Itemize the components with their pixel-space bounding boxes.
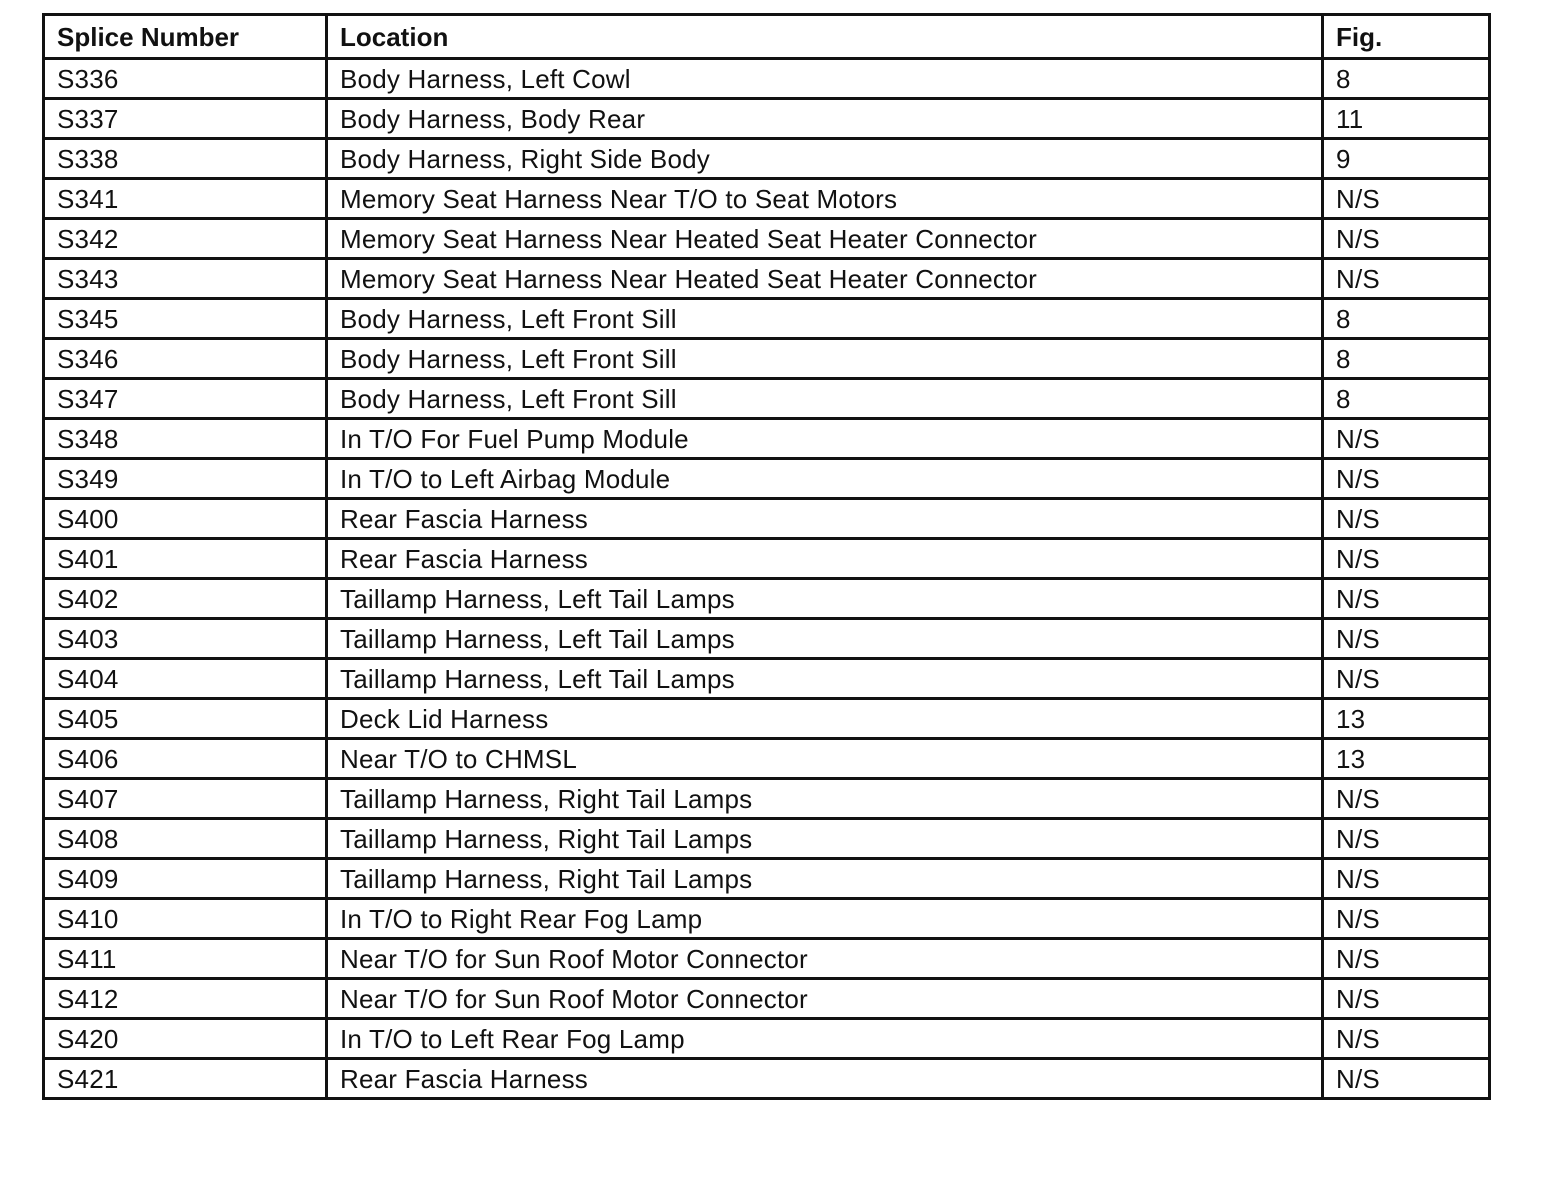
splice-number-cell: S400 xyxy=(44,499,327,539)
table-row xyxy=(44,859,1490,899)
location-cell: In T/O to Left Rear Fog Lamp xyxy=(327,1019,1323,1059)
fig-cell: 8 xyxy=(1323,339,1490,379)
splice-number-cell: S403 xyxy=(44,619,327,659)
location-cell: Taillamp Harness, Right Tail Lamps xyxy=(327,819,1323,859)
fig-cell: N/S xyxy=(1323,419,1490,459)
splice-number-cell: S404 xyxy=(44,659,327,699)
fig-cell: N/S xyxy=(1323,939,1490,979)
splice-number-cell: S408 xyxy=(44,819,327,859)
location-cell: Taillamp Harness, Left Tail Lamps xyxy=(327,579,1323,619)
table-row xyxy=(44,499,1490,539)
header-splice-number: Splice Number xyxy=(44,15,327,59)
location-cell: In T/O to Right Rear Fog Lamp xyxy=(327,899,1323,939)
table-row xyxy=(44,659,1490,699)
location-cell: Body Harness, Left Front Sill xyxy=(327,299,1323,339)
fig-cell: 13 xyxy=(1323,699,1490,739)
table-row xyxy=(44,699,1490,739)
location-cell: Body Harness, Left Front Sill xyxy=(327,339,1323,379)
location-cell: Body Harness, Right Side Body xyxy=(327,139,1323,179)
fig-cell: 8 xyxy=(1323,59,1490,99)
header-location: Location xyxy=(327,15,1323,59)
splice-number-cell: S405 xyxy=(44,699,327,739)
location-cell: Taillamp Harness, Right Tail Lamps xyxy=(327,779,1323,819)
splice-number-cell: S407 xyxy=(44,779,327,819)
fig-cell: N/S xyxy=(1323,259,1490,299)
fig-cell: N/S xyxy=(1323,459,1490,499)
fig-cell: N/S xyxy=(1323,899,1490,939)
splice-table xyxy=(42,13,1491,1100)
table-row xyxy=(44,139,1490,179)
splice-number-cell: S411 xyxy=(44,939,327,979)
fig-cell: N/S xyxy=(1323,1019,1490,1059)
splice-number-cell: S346 xyxy=(44,339,327,379)
splice-number-cell: S410 xyxy=(44,899,327,939)
table-row xyxy=(44,1059,1490,1099)
fig-cell: N/S xyxy=(1323,179,1490,219)
location-cell: Rear Fascia Harness xyxy=(327,539,1323,579)
splice-number-cell: S338 xyxy=(44,139,327,179)
fig-cell: 13 xyxy=(1323,739,1490,779)
splice-number-cell: S345 xyxy=(44,299,327,339)
fig-cell: 8 xyxy=(1323,379,1490,419)
location-cell: Taillamp Harness, Right Tail Lamps xyxy=(327,859,1323,899)
location-cell: Deck Lid Harness xyxy=(327,699,1323,739)
fig-cell: N/S xyxy=(1323,539,1490,579)
table-row xyxy=(44,899,1490,939)
splice-number-cell: S342 xyxy=(44,219,327,259)
table-row xyxy=(44,419,1490,459)
fig-cell: N/S xyxy=(1323,979,1490,1019)
location-cell: Memory Seat Harness Near Heated Seat Heater Connector xyxy=(327,219,1323,259)
table-row xyxy=(44,739,1490,779)
splice-number-cell: S420 xyxy=(44,1019,327,1059)
table-row xyxy=(44,539,1490,579)
fig-cell: N/S xyxy=(1323,619,1490,659)
splice-number-cell: S409 xyxy=(44,859,327,899)
table-body xyxy=(44,59,1490,1099)
location-cell: Near T/O for Sun Roof Motor Connector xyxy=(327,939,1323,979)
location-cell: Memory Seat Harness Near Heated Seat Heater Connector xyxy=(327,259,1323,299)
table-row xyxy=(44,259,1490,299)
location-cell: Near T/O to CHMSL xyxy=(327,739,1323,779)
header-fig: Fig. xyxy=(1323,15,1490,59)
location-cell: Body Harness, Body Rear xyxy=(327,99,1323,139)
splice-number-cell: S341 xyxy=(44,179,327,219)
splice-number-cell: S402 xyxy=(44,579,327,619)
fig-cell: 8 xyxy=(1323,299,1490,339)
table-row xyxy=(44,379,1490,419)
splice-number-cell: S347 xyxy=(44,379,327,419)
table-row xyxy=(44,339,1490,379)
splice-number-cell: S343 xyxy=(44,259,327,299)
location-cell: Taillamp Harness, Left Tail Lamps xyxy=(327,619,1323,659)
splice-number-cell: S337 xyxy=(44,99,327,139)
location-cell: Body Harness, Left Cowl xyxy=(327,59,1323,99)
location-cell: In T/O For Fuel Pump Module xyxy=(327,419,1323,459)
splice-number-cell: S406 xyxy=(44,739,327,779)
table-row xyxy=(44,619,1490,659)
fig-cell: N/S xyxy=(1323,1059,1490,1099)
fig-cell: N/S xyxy=(1323,659,1490,699)
fig-cell: N/S xyxy=(1323,499,1490,539)
splice-number-cell: S412 xyxy=(44,979,327,1019)
splice-number-cell: S349 xyxy=(44,459,327,499)
table-row xyxy=(44,179,1490,219)
fig-cell: 11 xyxy=(1323,99,1490,139)
location-cell: In T/O to Left Airbag Module xyxy=(327,459,1323,499)
table-header xyxy=(44,15,1490,59)
splice-number-cell: S336 xyxy=(44,59,327,99)
table-row xyxy=(44,1019,1490,1059)
fig-cell: N/S xyxy=(1323,779,1490,819)
location-cell: Rear Fascia Harness xyxy=(327,1059,1323,1099)
splice-number-cell: S348 xyxy=(44,419,327,459)
table-row xyxy=(44,59,1490,99)
location-cell: Body Harness, Left Front Sill xyxy=(327,379,1323,419)
table-row xyxy=(44,219,1490,259)
table-row xyxy=(44,779,1490,819)
location-cell: Memory Seat Harness Near T/O to Seat Motors xyxy=(327,179,1323,219)
table-row xyxy=(44,979,1490,1019)
fig-cell: N/S xyxy=(1323,219,1490,259)
location-cell: Taillamp Harness, Left Tail Lamps xyxy=(327,659,1323,699)
splice-number-cell: S401 xyxy=(44,539,327,579)
splice-number-cell: S421 xyxy=(44,1059,327,1099)
fig-cell: N/S xyxy=(1323,859,1490,899)
header-row xyxy=(44,15,1490,59)
table-row xyxy=(44,819,1490,859)
table-row xyxy=(44,579,1490,619)
table-row xyxy=(44,99,1490,139)
table-row xyxy=(44,299,1490,339)
table-row xyxy=(44,459,1490,499)
table-row xyxy=(44,939,1490,979)
location-cell: Near T/O for Sun Roof Motor Connector xyxy=(327,979,1323,1019)
splice-table-container xyxy=(42,13,1488,1100)
fig-cell: N/S xyxy=(1323,579,1490,619)
location-cell: Rear Fascia Harness xyxy=(327,499,1323,539)
fig-cell: 9 xyxy=(1323,139,1490,179)
fig-cell: N/S xyxy=(1323,819,1490,859)
